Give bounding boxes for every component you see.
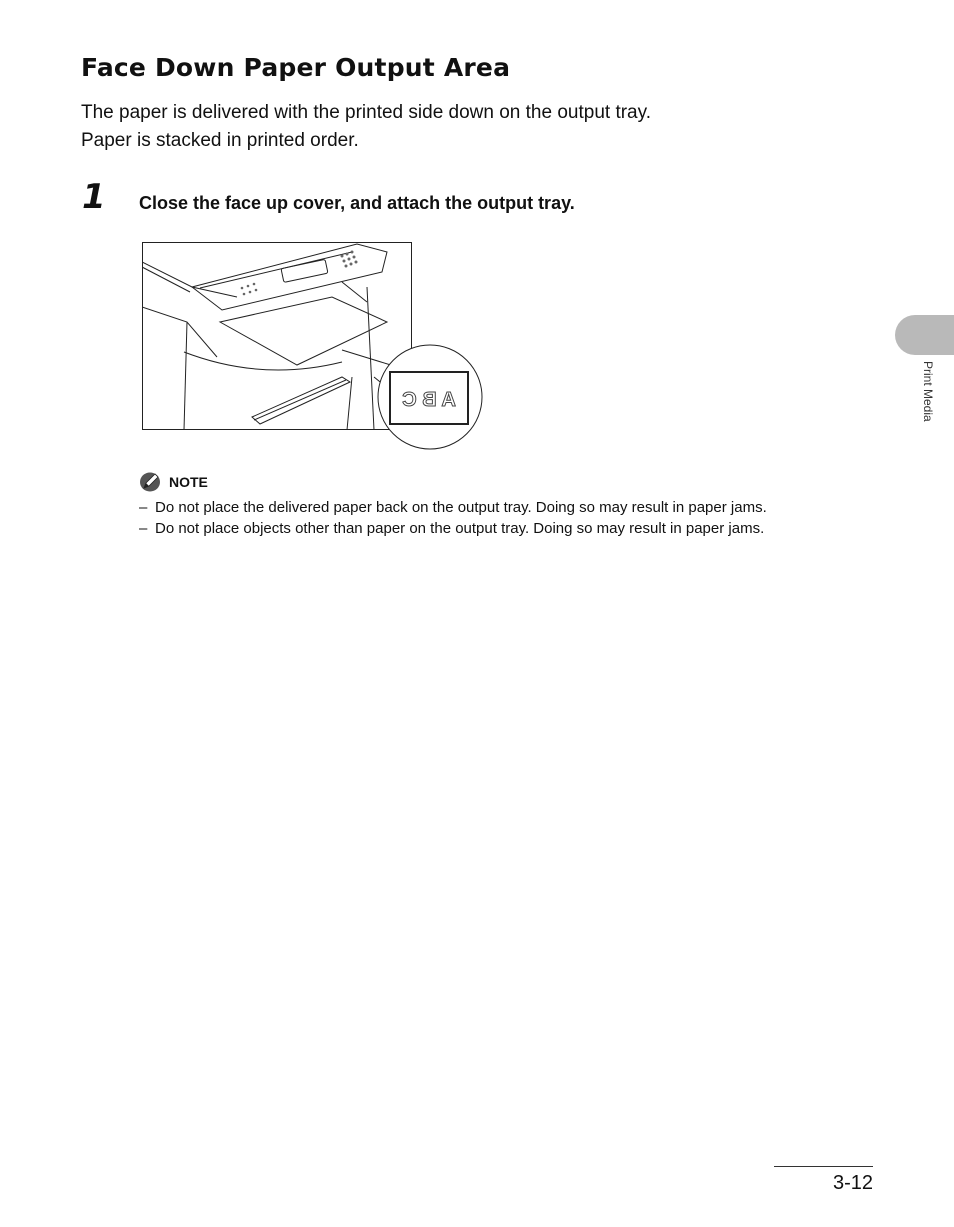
pencil-note-icon (139, 471, 163, 493)
note-label: NOTE (169, 474, 208, 490)
section-title: Face Down Paper Output Area (81, 53, 511, 82)
printer-output-tray-illustration (142, 242, 487, 454)
chapter-tab-label: Print Media (921, 361, 935, 422)
abc-mirrored-text: A B C (402, 389, 456, 411)
page-number: 3-12 (832, 1172, 873, 1194)
note-list (139, 497, 767, 539)
note-item-text: Do not place the delivered paper back on the output tray. Doing so may result in paper jams. (155, 499, 767, 516)
note-item (139, 518, 767, 539)
intro-line: The paper is delivered with the printed side down on the output tray. (81, 102, 651, 123)
intro-line: Paper is stacked in printed order. (81, 130, 359, 151)
note-header (139, 471, 208, 493)
intro-paragraph (81, 99, 651, 155)
list-dash: – (139, 520, 148, 537)
step-number: 1 (82, 177, 106, 217)
note-item (139, 497, 767, 518)
step-instruction: Close the face up cover, and attach the output tray. (139, 193, 575, 213)
note-item-text: Do not place objects other than paper on the output tray. Doing so may result in paper jams. (155, 520, 765, 537)
footer-rule (774, 1166, 873, 1167)
list-dash: – (139, 499, 148, 516)
chapter-tab (895, 315, 954, 355)
